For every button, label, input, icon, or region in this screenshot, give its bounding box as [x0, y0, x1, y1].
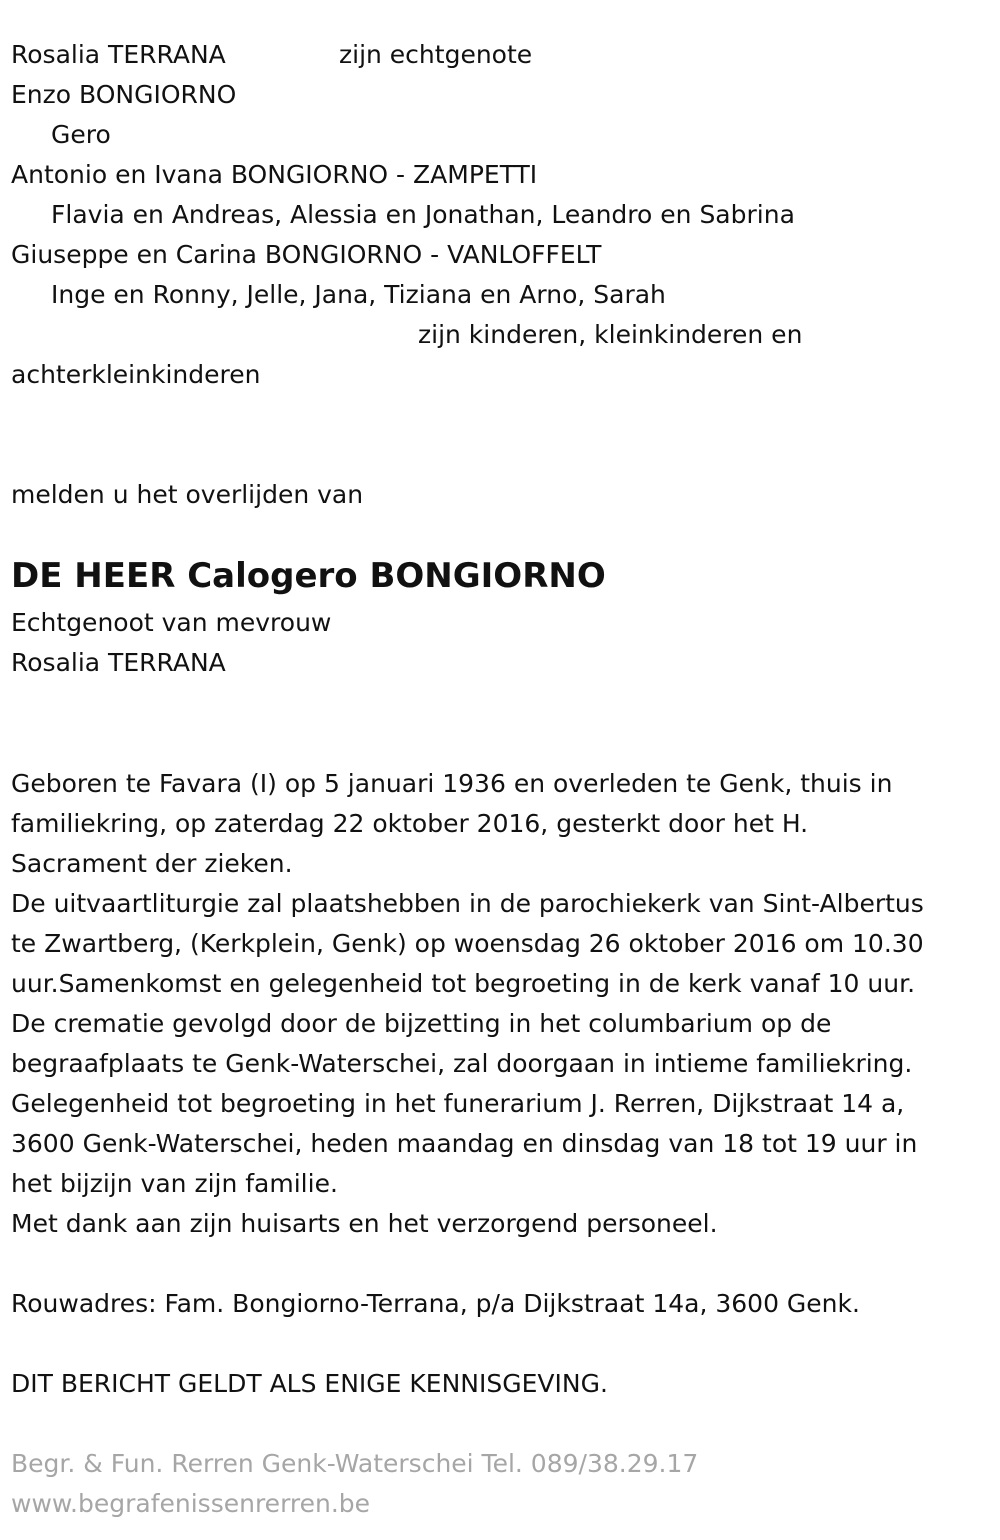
body-line: De crematie gevolgd door de bijzetting in het columbarium op de	[11, 1009, 832, 1038]
rouwadres: Rouwadres: Fam. Bongiorno-Terrana, p/a Dijkstraat 14a, 3600 Genk.	[11, 1289, 860, 1318]
grandchildren-3: Inge en Ronny, Jelle, Jana, Tiziana en Arno, Sarah	[51, 280, 666, 309]
grandchildren-2: Flavia en Andreas, Alessia en Jonathan, Leandro en Sabrina	[51, 200, 795, 229]
children-label-continued: achterkleinkinderen	[11, 360, 261, 389]
child-3: Giuseppe en Carina BONGIORNO - VANLOFFELT	[11, 240, 602, 269]
body-line: Gelegenheid tot begroeting in het funerarium J. Rerren, Dijkstraat 14 a,	[11, 1089, 905, 1118]
notice: DIT BERICHT GELDT ALS ENIGE KENNISGEVING.	[11, 1369, 608, 1398]
body-line: Sacrament der zieken.	[11, 849, 293, 878]
spouse-of-line-2: Rosalia TERRANA	[11, 648, 226, 677]
body-line: De uitvaartliturgie zal plaatshebben in de parochiekerk van Sint-Albertus	[11, 889, 924, 918]
body-line: Met dank aan zijn huisarts en het verzorgend personeel.	[11, 1209, 718, 1238]
body-line: begraafplaats te Genk-Waterschei, zal doorgaan in intieme familiekring.	[11, 1049, 913, 1078]
funeral-home-info: Begr. & Fun. Rerren Genk-Waterschei Tel. 089/38.29.17	[11, 1449, 699, 1478]
spacer	[11, 1324, 991, 1364]
body-line: Geboren te Favara (I) op 5 januari 1936 en overleden te Genk, thuis in	[11, 769, 893, 798]
body-line: familiekring, op zaterdag 22 oktober 2016, gesterkt door het H.	[11, 809, 809, 838]
website-link[interactable]: www.begrafenissenrerren.be	[11, 1489, 371, 1518]
spouse-of-line-1: Echtgenoot van mevrouw	[11, 608, 332, 637]
child-1: Enzo BONGIORNO	[11, 80, 237, 109]
spacer	[11, 1244, 991, 1284]
spouse-name: Rosalia TERRANA	[11, 40, 226, 69]
spacer	[11, 1404, 991, 1444]
children-label: zijn kinderen, kleinkinderen en	[418, 320, 803, 349]
child-2: Antonio en Ivana BONGIORNO - ZAMPETTI	[11, 160, 538, 189]
body-line: het bijzijn van zijn familie.	[11, 1169, 338, 1198]
body-line: 3600 Genk-Waterschei, heden maandag en dinsdag van 18 tot 19 uur in	[11, 1129, 918, 1158]
announcement-intro: melden u het overlijden van	[11, 480, 364, 509]
obituary-body	[11, 764, 991, 1524]
grandchildren-1: Gero	[51, 120, 111, 149]
deceased-name: DE HEER Calogero BONGIORNO	[11, 556, 606, 596]
body-line: te Zwartberg, (Kerkplein, Genk) op woensdag 26 oktober 2016 om 10.30	[11, 929, 924, 958]
spouse-label: zijn echtgenote	[339, 40, 533, 69]
body-line: uur.Samenkomst en gelegenheid tot begroeting in de kerk vanaf 10 uur.	[11, 969, 916, 998]
